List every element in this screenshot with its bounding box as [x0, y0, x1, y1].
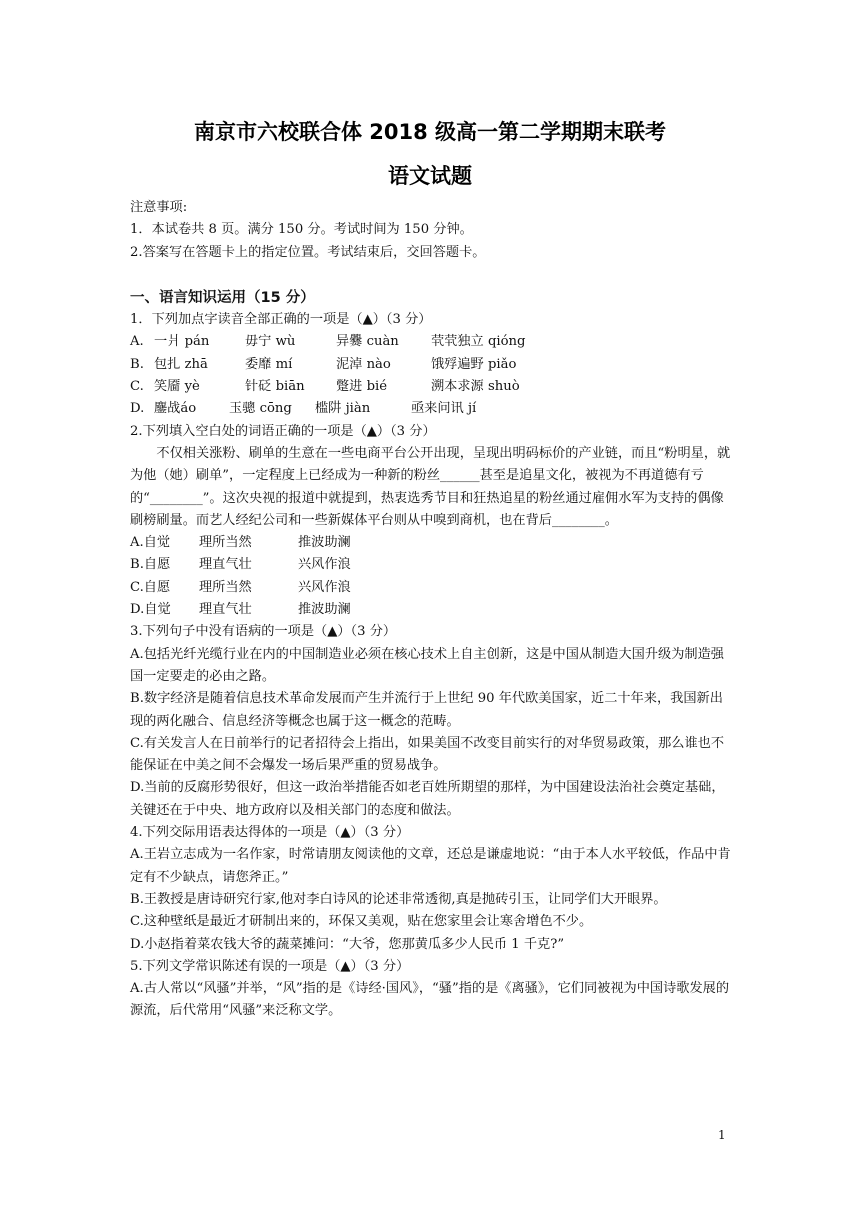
option-item: 理直气壮: [199, 557, 252, 573]
question-stem: 2.下列填入空白处的词语正确的一项是（▲）（3 分）: [130, 423, 436, 439]
option-item: 泥淖 nào: [336, 356, 391, 372]
option-item: 兴风作浪: [298, 557, 351, 573]
exam-body: [130, 197, 736, 1023]
option-letter: B.: [130, 356, 144, 372]
option-item: 鏖战áo: [154, 401, 197, 417]
option-item: 委靡 mí: [245, 356, 293, 372]
option-item: 推波助澜: [298, 602, 351, 618]
option-item: 茕茕独立 qióng: [431, 334, 526, 350]
option-letter: C.: [130, 379, 144, 395]
option-item: 毋宁 wù: [245, 334, 296, 350]
option-item: 兴风作浪: [298, 579, 351, 595]
option-item: 亟来问讯 jí: [411, 401, 477, 417]
option-text: B.王教授是唐诗研究行家,他对李白诗风的论述非常透彻,真是抛砖引玉，让同学们大开眼界。: [130, 891, 667, 907]
q1-option-row: [130, 376, 736, 398]
q1-option-row: [130, 331, 736, 353]
question-stem: 5.下列文学常识陈述有误的一项是（▲）（3 分）: [130, 958, 410, 974]
notice-item: 1．本试卷共 8 页。满分 150 分。考试时间为 150 分钟。: [130, 222, 473, 238]
option-item: D.自觉: [130, 602, 171, 618]
page-number: 1: [718, 1128, 726, 1142]
question-passage: 不仅相关涨粉、刷单的生意在一些电商平台公开出现，呈现出明码标价的产业链，而且“粉明星，就为他（她）刷单”，一定程度上已经成为一种新的粉丝______甚至是追星文化，被视为不再道德有亏的“________”。这次央视的报道中就提到，热衷选秀节目和狂热追星的粉丝通过雇佣水军为支持的偶像刷榜刷量。而艺人经纪公司和一些新媒体平台则从中嗅到商机，也在背后________。: [130, 445, 731, 528]
section-heading: 一、语言知识运用（15 分）: [130, 289, 315, 306]
q1-option-row: [130, 354, 736, 376]
option-item: 玉骢 cōng: [229, 401, 292, 417]
notice-heading: 注意事项:: [130, 200, 188, 215]
option-item: 包扎 zhā: [154, 356, 208, 372]
option-text: C.这种壁纸是最近才研制出来的，环保又美观，贴在您家里会让寒舍增色不少。: [130, 914, 593, 930]
option-item: 异爨 cuàn: [336, 334, 399, 350]
option-item: 针砭 biān: [245, 379, 305, 395]
q2-option-row: [130, 532, 736, 554]
question-stem: 1．下列加点字读音全部正确的一项是（▲）（3 分）: [130, 312, 432, 328]
option-item: 一爿 pán: [154, 334, 210, 350]
option-letter: A.: [130, 334, 144, 350]
option-text: B.数字经济是随着信息技术革命发展而产生并流行于上世纪 90 年代欧美国家，近二十年来，我国新出现的两化融合、信息经济等概念也属于这一概念的范畴。: [130, 691, 723, 729]
option-text: D.当前的反腐形势很好，但这一政治举措能否如老百姓所期望的那样，为中国建设法治社会奠定基础，关键还在于中央、地方政府以及相关部门的态度和做法。: [130, 780, 725, 818]
option-item: 蹩进 bié: [336, 379, 388, 395]
q2-option-row: [130, 577, 736, 599]
q2-option-row: [130, 599, 736, 621]
exam-title: 南京市六校联合体 2018 级高一第二学期期末联考: [193, 120, 667, 144]
option-item: A.自觉: [130, 535, 171, 551]
option-item: 理所当然: [199, 535, 252, 551]
exam-subtitle: 语文试题: [388, 164, 472, 188]
option-item: 溯本求源 shuò: [431, 379, 520, 395]
option-item: 笑靥 yè: [154, 379, 200, 395]
option-item: 理所当然: [199, 579, 252, 595]
q1-option-row: [130, 398, 736, 420]
option-text: A.古人常以“风骚”并举，“风”指的是《诗经·国风》，“骚”指的是《离骚》，它们同被视为中国诗歌发展的源流，后代常用“风骚”来泛称文学。: [130, 981, 730, 1019]
option-item: 饿殍遍野 piǎo: [431, 356, 517, 372]
question-stem: 3.下列句子中没有语病的一项是（▲）（3 分）: [130, 624, 397, 640]
option-letter: D.: [130, 401, 145, 417]
question-stem: 4.下列交际用语表达得体的一项是（▲）（3 分）: [130, 825, 410, 841]
option-text: D.小赵指着菜农钱大爷的蔬菜摊问：“大爷，您那黄瓜多少人民币 1 千克?”: [130, 936, 565, 952]
option-text: A.王岩立志成为一名作家，时常请朋友阅读他的文章，还总是谦虚地说：“由于本人水平较低，作品中肯定有不少缺点，请您斧正。”: [130, 847, 731, 885]
option-item: 推波助澜: [298, 535, 351, 551]
option-item: 理直气壮: [199, 602, 252, 618]
option-item: B.自愿: [130, 557, 171, 573]
option-item: C.自愿: [130, 579, 171, 595]
option-text: C.有关发言人在日前举行的记者招待会上指出，如果美国不改变目前实行的对华贸易政策，那么谁也不能保证在中美之间不会爆发一场后果严重的贸易战争。: [130, 735, 725, 774]
option-item: 槛阱 jiàn: [315, 401, 371, 417]
notice-item: 2.答案写在答题卡上的指定位置。考试结束后，交回答题卡。: [130, 244, 486, 260]
option-text: A.包括光纤光缆行业在内的中国制造业必须在核心技术上自主创新，这是中国从制造大国升级为制造强国一定要走的必由之路。: [130, 646, 724, 684]
q2-option-row: [130, 554, 736, 576]
